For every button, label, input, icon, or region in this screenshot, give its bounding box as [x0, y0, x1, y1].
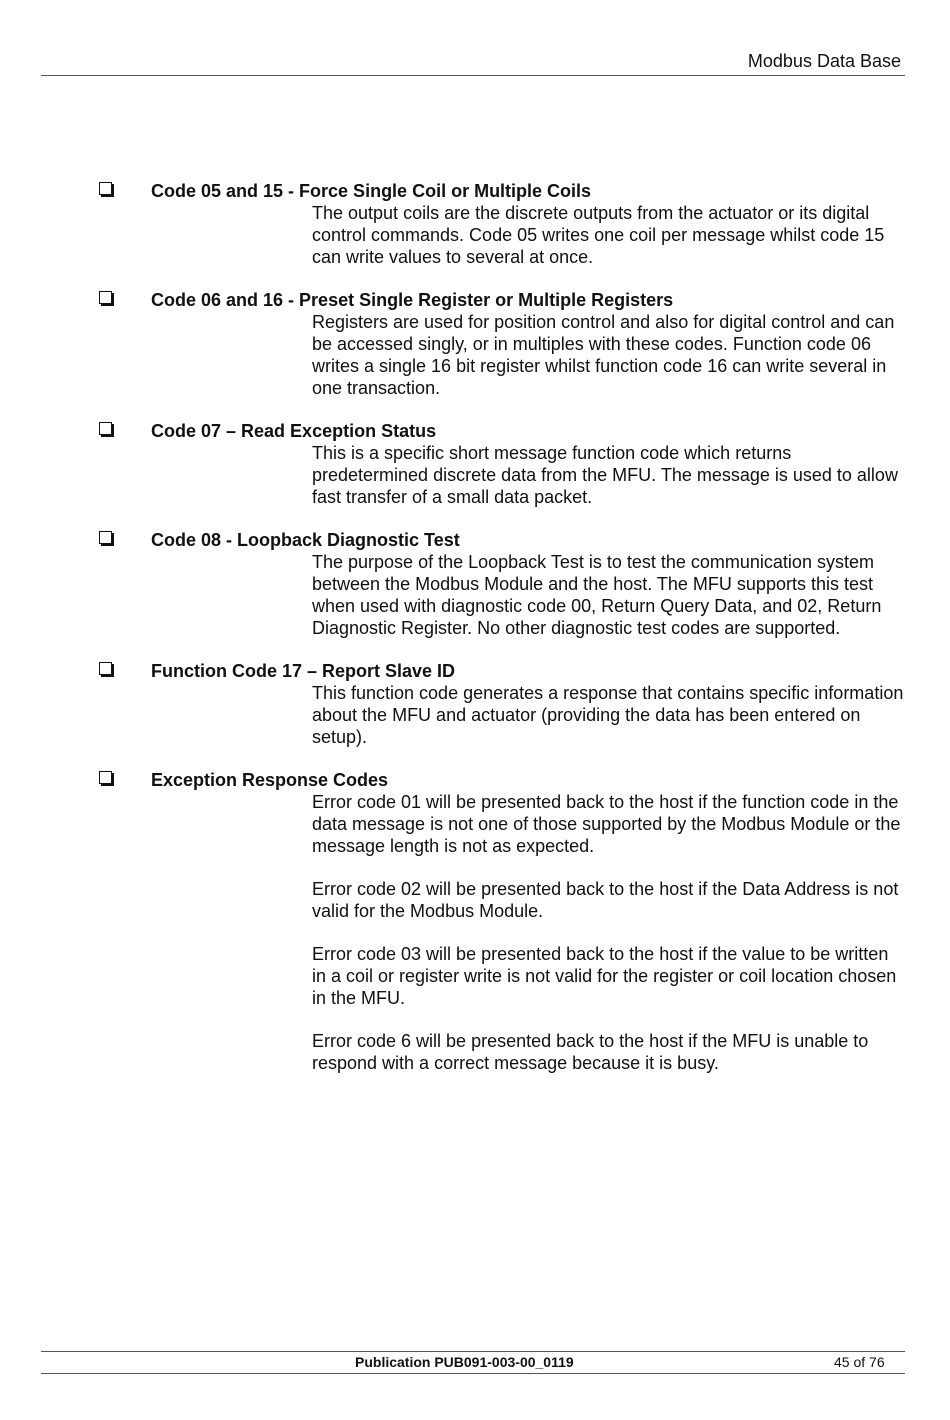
section-heading: Exception Response Codes: [151, 770, 389, 790]
page-number: 45 of 76: [834, 1354, 885, 1370]
header-title: Modbus Data Base: [747, 51, 901, 71]
section-code-07: [0, 420, 950, 508]
section-code-17: [0, 660, 950, 748]
section-heading: Function Code 17 – Report Slave ID: [151, 661, 456, 681]
section-paragraph: Error code 01 will be presented back to the host if the function code in the data message is not one of those supported by the Modbus Module or the message length is not as expected.: [312, 792, 901, 856]
header-divider: [41, 75, 905, 76]
checkbox-bullet-icon: [99, 531, 112, 544]
section-heading: Code 07 – Read Exception Status: [151, 421, 437, 441]
footer-divider-top: [41, 1351, 905, 1352]
checkbox-bullet-icon: [99, 422, 112, 435]
section-paragraph: Registers are used for position control and also for digital control and can be accessed singly, or in multiples with these codes. Function code 06 writes a single 16 bit register whilst function code 16 can write several in one transaction.: [312, 312, 895, 398]
section-heading: Code 08 - Loopback Diagnostic Test: [151, 530, 460, 550]
main-content: [0, 180, 950, 1095]
section-code-05-15: [0, 180, 950, 268]
section-paragraph: This is a specific short message function code which returns predetermined discrete data from the MFU. The message is used to allow fast transfer of a small data packet.: [312, 443, 898, 507]
section-code-06-16: [0, 289, 950, 399]
checkbox-bullet-icon: [99, 182, 112, 195]
section-exception-codes: [0, 769, 950, 1074]
section-paragraph: This function code generates a response that contains specific information about the MFU and actuator (providing the data has been entered on setup).: [312, 683, 904, 747]
section-heading: Code 05 and 15 - Force Single Coil or Multiple Coils: [151, 181, 592, 201]
section-paragraph: The purpose of the Loopback Test is to test the communication system between the Modbus Module and the host. The MFU supports this test when used with diagnostic code 00, Return Query Data, and 02, Return Diagnostic Register. No other diagnostic test codes are supported.: [312, 552, 882, 638]
checkbox-bullet-icon: [99, 291, 112, 304]
section-code-08: [0, 529, 950, 639]
publication-number: Publication PUB091-003-00_0119: [355, 1354, 574, 1370]
section-paragraph: Error code 6 will be presented back to the host if the MFU is unable to respond with a correct message because it is busy.: [312, 1031, 869, 1073]
checkbox-bullet-icon: [99, 662, 112, 675]
footer-divider-bottom: [41, 1373, 905, 1374]
section-paragraph: The output coils are the discrete outputs from the actuator or its digital control commands. Code 05 writes one coil per message whilst code 15 can write values to several at once.: [312, 203, 885, 267]
section-paragraph: Error code 03 will be presented back to the host if the value to be written in a coil or register write is not valid for the register or coil location chosen in the MFU.: [312, 944, 897, 1008]
checkbox-bullet-icon: [99, 771, 112, 784]
section-heading: Code 06 and 16 - Preset Single Register or Multiple Registers: [151, 290, 674, 310]
section-paragraph: Error code 02 will be presented back to the host if the Data Address is not valid for the Modbus Module.: [312, 879, 899, 921]
